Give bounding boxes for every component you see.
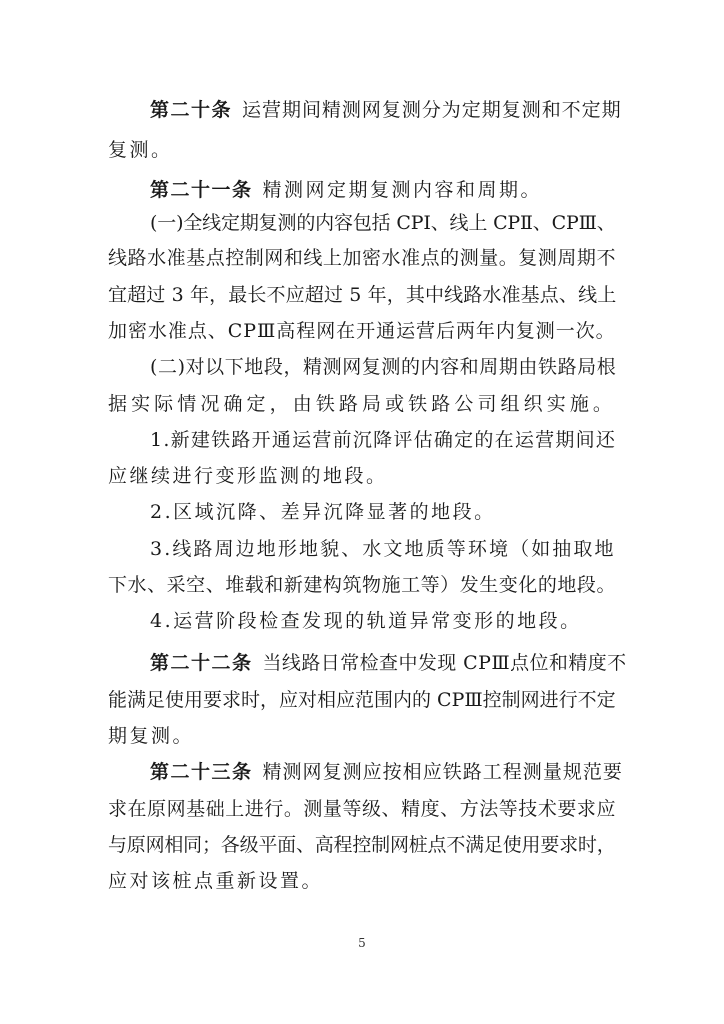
text-line: 宜超过 3 年，最长不应超过 5 年，其中线路水准基点、线上 [108, 284, 617, 306]
article-heading: 第二十三条 [150, 761, 253, 783]
article-23-line-1 [150, 760, 623, 784]
text-line: 精测网定期复测内容和周期。 [262, 179, 543, 201]
text-line: 应继续进行变形监测的地段。 [108, 465, 388, 487]
text-line: 期复测。 [108, 725, 195, 747]
text-line: 4.运营阶段检查发现的轨道异常变形的地段。 [150, 610, 582, 632]
text-line: 能满足使用要求时，应对相应范围内的 CPⅢ控制网进行不定 [108, 689, 616, 711]
text-line: 与原网相同；各级平面、高程控制网桩点不满足使用要求时， [108, 834, 616, 856]
text-line: 2.区域沉降、差异沉降显著的地段。 [150, 501, 496, 523]
text-line: 3.线路周边地形地貌、水文地质等环境（如抽取地 [150, 538, 616, 560]
text-line: 据实际情况确定，由铁路局或铁路公司组织实施。 [108, 393, 617, 415]
article-heading: 第二十二条 [150, 652, 253, 674]
text-line: 求在原网基础上进行。测量等级、精度、方法等技术要求应 [108, 798, 617, 820]
text-line: (二)对以下地段，精测网复测的内容和周期由铁路局根 [150, 356, 617, 378]
page-number: 5 [358, 936, 366, 950]
text-line: 应对该桩点重新设置。 [108, 870, 324, 892]
text-line: 当线路日常检查中发现 CPⅢ点位和精度不 [262, 652, 627, 674]
article-21-line-1 [150, 178, 542, 202]
text-line: 下水、采空、堆载和新建构筑物施工等）发生变化的地段。 [108, 574, 617, 596]
text-line: 复测。 [108, 139, 173, 161]
text-line: 1.新建铁路开通运营前沉降评估确定的在运营期间还 [150, 429, 617, 451]
article-20-line-1 [150, 98, 622, 122]
text-line: 线路水准基点控制网和线上加密水准点的测量。复测周期不 [108, 247, 617, 269]
text-line: 精测网复测应按相应铁路工程测量规范要 [262, 761, 623, 783]
article-22-line-1 [150, 651, 627, 675]
text-line: 加密水准点、CPⅢ高程网在开通运营后两年内复测一次。 [108, 320, 616, 342]
article-heading: 第二十一条 [150, 179, 253, 201]
text-line: 运营期间精测网复测分为定期复测和不定期 [242, 99, 622, 121]
article-heading: 第二十条 [150, 99, 233, 121]
text-line: (一)全线定期复测的内容包括 CPⅠ、线上 CPⅡ、CPⅢ、 [150, 212, 616, 234]
